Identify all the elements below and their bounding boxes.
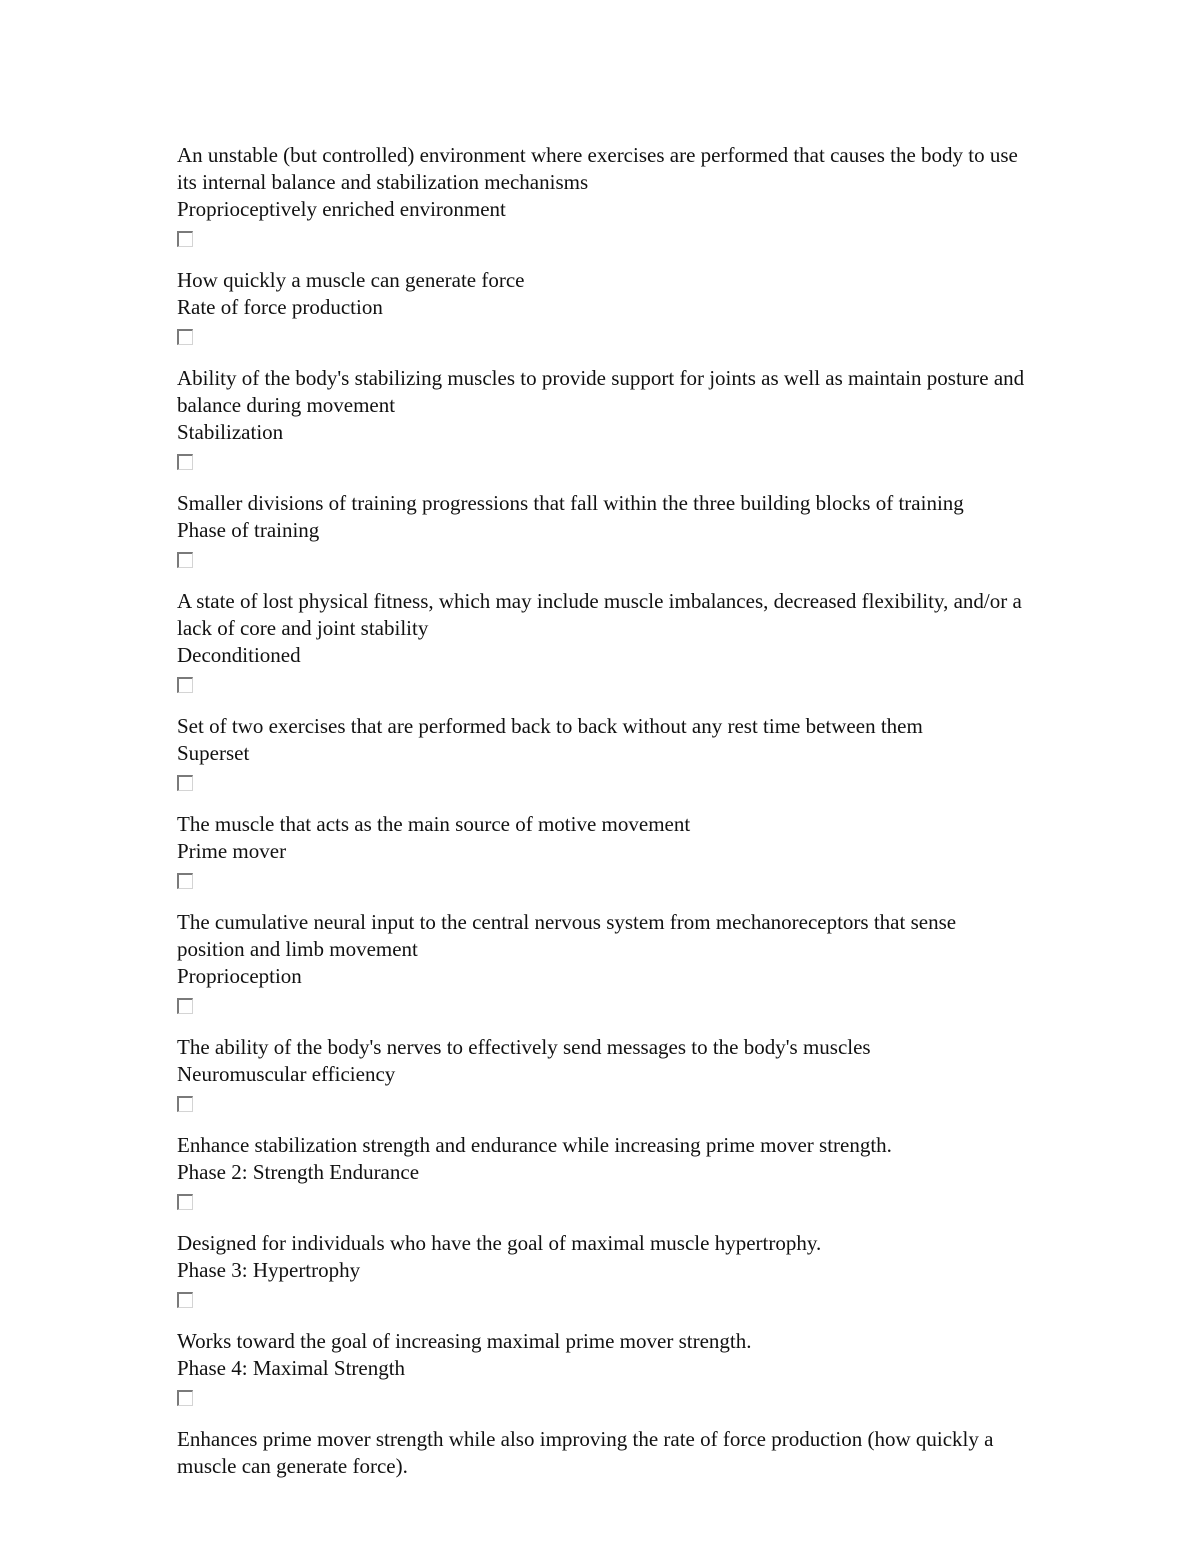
flashcard-item bbox=[177, 490, 1027, 568]
flashcard-list bbox=[177, 142, 1027, 1480]
card-checkbox[interactable] bbox=[177, 329, 193, 345]
flashcard-item bbox=[177, 365, 1027, 470]
card-term: Phase of training bbox=[177, 518, 320, 542]
card-definition: Enhance stabilization strength and endurance while increasing prime mover strength. bbox=[177, 1133, 892, 1157]
card-definition: Set of two exercises that are performed back to back without any rest time between them bbox=[177, 714, 923, 738]
flashcard-item bbox=[177, 142, 1027, 247]
card-term: Prime mover bbox=[177, 839, 287, 863]
flashcard-item bbox=[177, 811, 1027, 889]
flashcard-item bbox=[177, 1132, 1027, 1210]
card-definition: The cumulative neural input to the central nervous system from mechanoreceptors that sense position and limb movement bbox=[177, 910, 957, 961]
card-term: Deconditioned bbox=[177, 643, 301, 667]
card-checkbox[interactable] bbox=[177, 454, 193, 470]
card-checkbox[interactable] bbox=[177, 552, 193, 568]
card-definition: A state of lost physical fitness, which may include muscle imbalances, decreased flexibility, and/or a lack of core and joint stability bbox=[177, 589, 1022, 640]
card-checkbox[interactable] bbox=[177, 775, 193, 791]
card-term: Phase 4: Maximal Strength bbox=[177, 1356, 406, 1380]
card-definition: The ability of the body's nerves to effectively send messages to the body's muscles bbox=[177, 1035, 871, 1059]
flashcard-item bbox=[177, 1230, 1027, 1308]
card-term: Phase 3: Hypertrophy bbox=[177, 1258, 361, 1282]
card-checkbox[interactable] bbox=[177, 998, 193, 1014]
card-definition: An unstable (but controlled) environment where exercises are performed that causes the body to use its internal balance and stabilization mechanisms bbox=[177, 143, 1018, 194]
card-definition: Enhances prime mover strength while also improving the rate of force production (how quickly a muscle can generate force). bbox=[177, 1427, 994, 1478]
card-checkbox[interactable] bbox=[177, 1292, 193, 1308]
card-definition: Smaller divisions of training progressions that fall within the three building blocks of training bbox=[177, 491, 964, 515]
card-definition: Ability of the body's stabilizing muscles to provide support for joints as well as maintain posture and balance during movement bbox=[177, 366, 1025, 417]
card-checkbox[interactable] bbox=[177, 1096, 193, 1112]
card-term: Rate of force production bbox=[177, 295, 383, 319]
card-checkbox[interactable] bbox=[177, 873, 193, 889]
card-checkbox[interactable] bbox=[177, 1390, 193, 1406]
flashcard-item bbox=[177, 909, 1027, 1014]
card-checkbox[interactable] bbox=[177, 677, 193, 693]
flashcard-item bbox=[177, 1426, 1027, 1480]
card-checkbox[interactable] bbox=[177, 1194, 193, 1210]
flashcard-item bbox=[177, 267, 1027, 345]
card-term: Proprioceptively enriched environment bbox=[177, 197, 506, 221]
card-definition: Designed for individuals who have the goal of maximal muscle hypertrophy. bbox=[177, 1231, 822, 1255]
card-definition: How quickly a muscle can generate force bbox=[177, 268, 525, 292]
flashcard-item bbox=[177, 713, 1027, 791]
card-definition: Works toward the goal of increasing maximal prime mover strength. bbox=[177, 1329, 752, 1353]
card-checkbox[interactable] bbox=[177, 231, 193, 247]
card-term: Stabilization bbox=[177, 420, 284, 444]
flashcard-item bbox=[177, 588, 1027, 693]
card-definition: The muscle that acts as the main source of motive movement bbox=[177, 812, 691, 836]
card-term: Neuromuscular efficiency bbox=[177, 1062, 396, 1086]
card-term: Phase 2: Strength Endurance bbox=[177, 1160, 420, 1184]
card-term: Proprioception bbox=[177, 964, 302, 988]
flashcard-item bbox=[177, 1034, 1027, 1112]
card-term: Superset bbox=[177, 741, 250, 765]
flashcard-item bbox=[177, 1328, 1027, 1406]
